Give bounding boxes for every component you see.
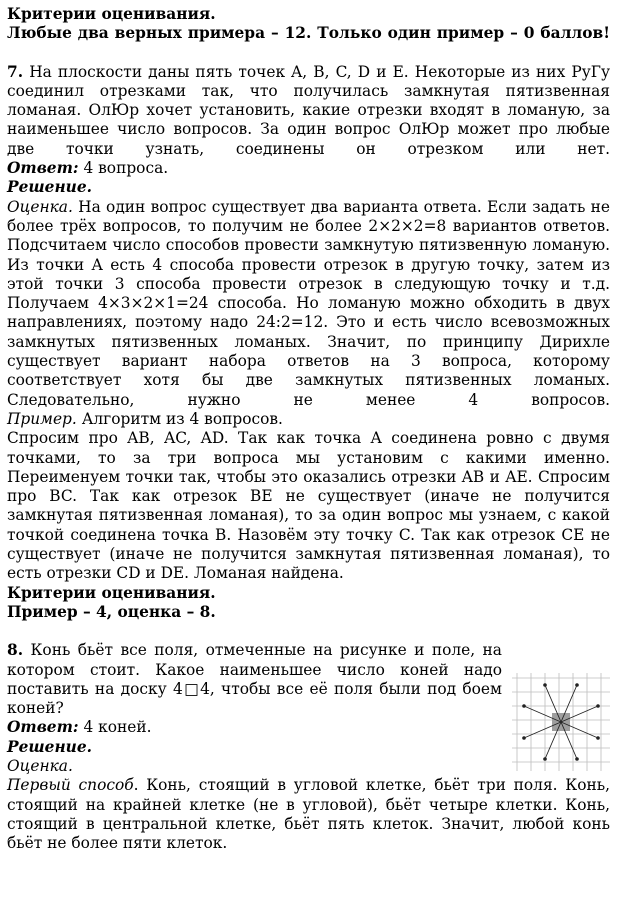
problem-8-answer: Ответ: 4 коней. — [7, 718, 152, 737]
criteria-heading-7: Критерии оценивания. — [7, 583, 216, 602]
problem-8-first-way: Первый способ. Конь, стоящий в угловой клетке, бьёт три поля. Конь, стоящий на крайней клетке (не в угловой), бьёт четыре клетки. Конь, стоящий в центральной клетке, бьёт пять клеток. Значит, любой конь бьёт не более пяти клеток. — [7, 776, 610, 853]
problem-7-text: На плоскости даны пять точек A, B, C, D и E. Некоторые из них РуГу соединил отрезками так, что получилась замкнутая пятизвенная ломаная. ОлЮр хочет установить, какие отрезки входят в ломаную, за наименьшее число вопросов. За один вопрос ОлЮр может про любые две точки узнать, соединены он отрезком или нет. — [7, 62, 610, 158]
problem-8-number: 8. — [7, 641, 24, 660]
problem-7-example-text: Спросим про AB, AC, AD. Так как точка A соединена ровно с двумя точками, то за три вопроса мы установим с какими именно. Переименуем точки так, чтобы это оказались отрезки AB и AE. Спросим про BC. Так как отрезок BE не существует (иначе не получится замкнутая пятизвенная ломаная), то за один вопрос мы узнаем, с какой точкой соединена точка B. Назовём эту точку C. Так как отрезок CE не существует (иначе не получится замкнутая пятизвенная ломаная), то есть отрезки CD и DE. Ломаная найдена. — [7, 429, 610, 583]
criteria-heading-top: Критерии оценивания. — [7, 5, 216, 23]
knight-moves-figure — [512, 673, 610, 771]
problem-7-number: 7. — [7, 62, 24, 81]
problem-8-statement — [7, 641, 502, 718]
document-page — [7, 5, 610, 853]
problem-7-estimate: Оценка. На один вопрос существует два варианта ответа. Если задать не более трёх вопросов, то получим не более 2×2×2=8 вариантов ответов. Подсчитаем число способов провести замкнутую пятизвенную ломаную. Из точки A есть 4 способа провести отрезок в другую точку, затем из этой точки 3 способа провести отрезок в следующую точку и т.д. Получаем 4×3×2×1=24 способа. Но ломаную можно обходить в двух направлениях, поэтому надо 24:2=12. Это и есть число всевозможных замкнутых пятизвенных ломаных. Значит, по принципу Дирихле существует вариант набора ответов на 3 вопроса, которому соответствует хотя бы две замкнутых пятизвенных ломаных. Следовательно, нужно не менее 4 вопросов. — [7, 197, 610, 409]
problem-7-solution-label: Решение. — [7, 178, 93, 197]
problem-8-estimate-label: Оценка. — [7, 756, 73, 775]
problem-7-statement — [7, 63, 610, 159]
problem-7-example: Пример. Алгоритм из 4 вопросов. — [7, 409, 283, 428]
problem-8-solution-label: Решение. — [7, 737, 93, 756]
criteria-text-top: Любые два верных примера – 12. Только один пример – 0 баллов! — [7, 24, 610, 43]
criteria-text-7: Пример – 4, оценка – 8. — [7, 602, 216, 621]
problem-8-text: Конь бьёт все поля, отмеченные на рисунке и поле, на котором стоит. Какое наименьшее число коней надо поставить на доску 4□4, чтобы все её поля были под боем коней? — [7, 641, 502, 718]
problem-7-answer: Ответ: 4 вопроса. — [7, 159, 169, 178]
